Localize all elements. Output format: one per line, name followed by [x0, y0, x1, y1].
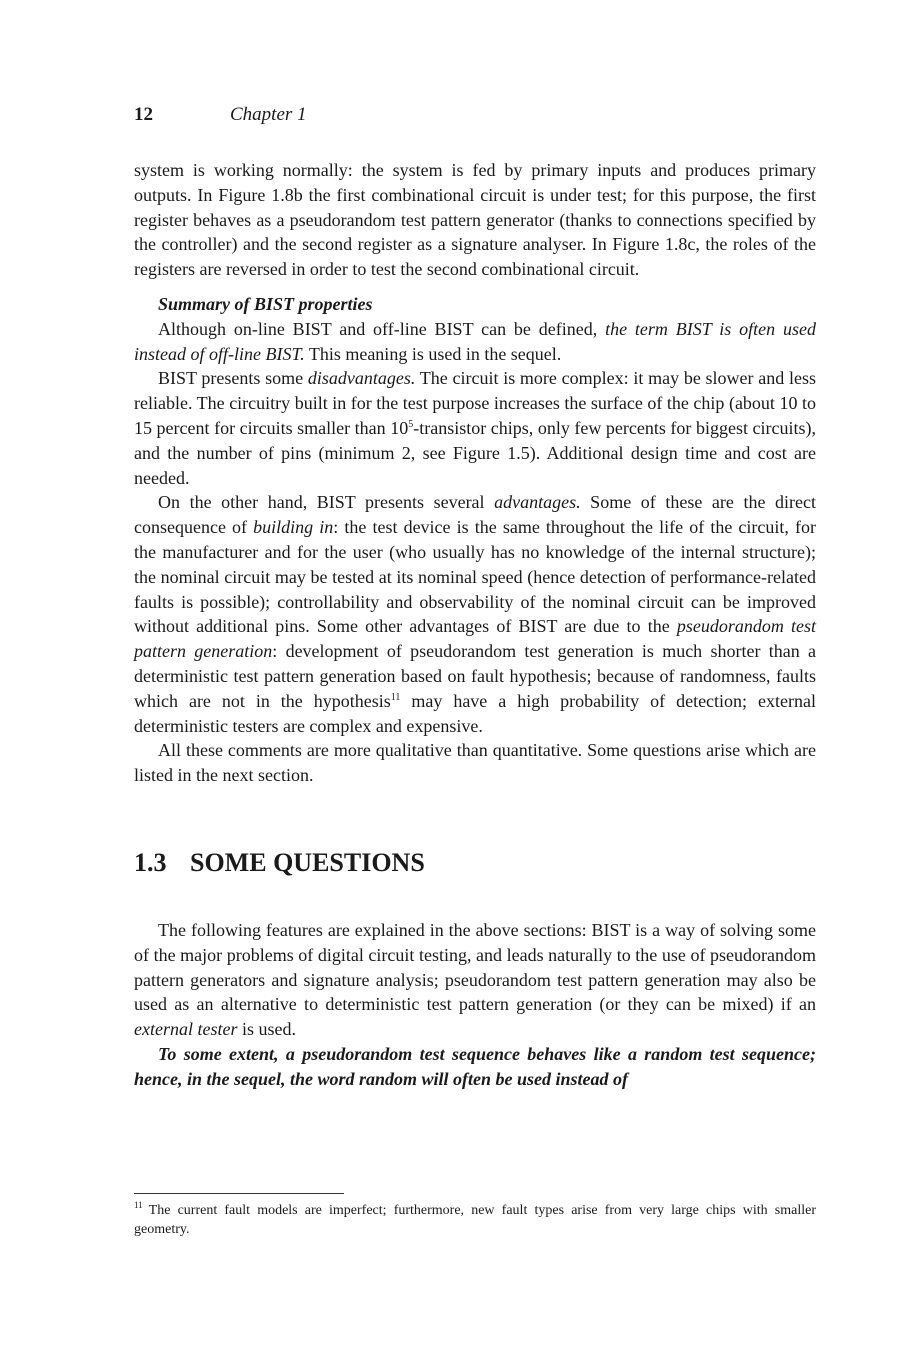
section-number: 1.3	[134, 847, 167, 877]
text-run: may have a high probability of detection; external deterministic testers are complex and expensive.	[134, 690, 816, 736]
page-number: 12	[134, 104, 153, 125]
text-run: : the test device is the same throughout the life of the circuit, for the manufacturer and for the user (who usually has no knowledge of the internal structure); the nominal circuit may be tested at its nominal speed (hence detection of performance-related faults is possible); controllability and observability of the nominal circuit can be improved without additional pins. Some other advantages of BIST are due to the	[134, 517, 816, 637]
footnote-marker: 11	[134, 1200, 143, 1211]
emphasis-text: advantages.	[494, 492, 581, 513]
emphasis-text: disadvantages.	[307, 368, 416, 389]
text-run: The following features are explained in the above sections: BIST is a way of solving some of the major problems of digital circuit testing, and leads naturally to the use of pseudorandom pattern generators and signature analysis; pseudorandom test pattern generation may also be used as an alternative to deterministic test pattern generation (or they can be mixed) if an	[134, 919, 816, 1015]
section-title: SOME QUESTIONS	[190, 847, 425, 877]
emphasis-text: building in	[253, 517, 334, 538]
paragraph-comments: All these comments are more qualitative than quantitative. Some questions arise which are listed in the next section.	[134, 740, 816, 786]
footnote	[134, 1201, 816, 1239]
emphasis-text: external tester	[134, 1019, 238, 1040]
text-run: -transistor chips, only few percents for biggest circuits), and the number of pins (minimum 2, see Figure 1.5). Additional design time and cost are needed.	[134, 417, 817, 488]
paragraph-random-sequence: To some extent, a pseudorandom test sequence behaves like a random test sequence; hence, in the sequel, the word random will often be used instead of	[134, 1043, 816, 1089]
running-head	[134, 104, 816, 132]
paragraph-features	[134, 918, 816, 1042]
text-run: is used.	[237, 1019, 296, 1040]
text-run: On the other hand, BIST presents several	[158, 492, 495, 513]
superscript: 5	[408, 418, 414, 430]
emphasis-text: the term BIST is often used instead of off-line BIST.	[134, 318, 816, 364]
chapter-title: Chapter 1	[230, 104, 307, 125]
paragraph-continuation: system is working normally: the system is fed by primary inputs and produces primary outputs. In Figure 1.8b the first combinational circuit is under test; for this purpose, the first register behaves as a pseudorandom test pattern generator (thanks to connections specified by the controller) and the second register as a signature analyser. In Figure 1.8c, the roles of the registers are reversed in order to test the second combinational circuit.	[134, 160, 816, 280]
section-heading	[134, 848, 816, 888]
footnote-rule	[134, 1193, 344, 1194]
summary-heading-text: Summary of BIST properties	[158, 293, 373, 314]
text-run: Some of these are the direct consequence of	[134, 492, 816, 538]
text-run: This meaning is used in the sequel.	[304, 343, 562, 364]
text-run: BIST presents some	[158, 368, 308, 389]
emphasis-text: pseudorandom test pattern generation	[134, 616, 816, 662]
footnote-text: The current fault models are imperfect; furthermore, new fault types arise from very large chips with smaller geometry.	[134, 1203, 816, 1237]
footnote-reference: 11	[390, 691, 401, 703]
text-run: The circuit is more complex: it may be slower and less reliable. The circuitry built in for the test purpose increases the surface of the chip (about 10 to 15 percent for circuits smaller than 10	[134, 368, 816, 438]
text-run: Although on-line BIST and off-line BIST can be defined,	[158, 318, 606, 339]
text-run: : development of pseudorandom test generation is much shorter than a deterministic test pattern generation based on fault hypothesis; because of randomness, faults which are not in the hypothesis	[134, 641, 816, 711]
paragraph-advantages	[134, 490, 816, 738]
page-body	[134, 104, 816, 1092]
paragraph-disadvantages	[134, 366, 816, 490]
paragraph-bist-definition	[134, 317, 816, 367]
summary-heading	[134, 292, 816, 317]
